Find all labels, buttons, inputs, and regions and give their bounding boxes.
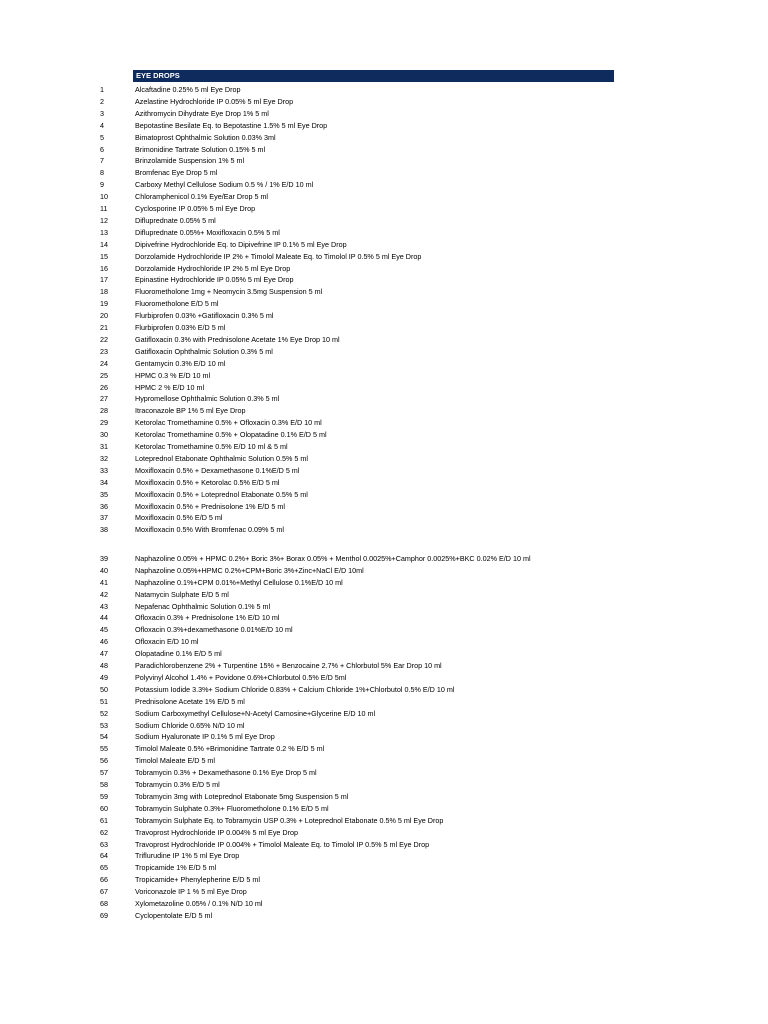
- item-number: 23: [100, 346, 108, 356]
- list-item: [0, 453, 768, 465]
- item-name: Itraconazole BP 1% 5 ml Eye Drop: [135, 406, 246, 416]
- list-item: [0, 696, 768, 708]
- item-name: Timolol Maleate 0.5% +Brimonidine Tartrate 0.2 % E/D 5 ml: [135, 744, 325, 754]
- list-item: [0, 382, 768, 394]
- list-item: [0, 720, 768, 732]
- item-name: Triflurudine IP 1% 5 ml Eye Drop: [135, 851, 240, 861]
- item-number: 49: [100, 672, 108, 682]
- item-name: Moxifloxacin 0.5% + Ketorolac 0.5% E/D 5 ml: [135, 477, 280, 487]
- item-number: 47: [100, 649, 108, 659]
- item-number: 28: [100, 406, 108, 416]
- item-name: Flurbiprofen 0.03% E/D 5 ml: [135, 323, 226, 332]
- item-number: 12: [100, 215, 108, 225]
- list-item: [0, 286, 768, 298]
- item-name: Difluprednate 0.05%+ Moxifloxacin 0.5% 5 ml: [135, 227, 280, 237]
- section-title: EYE DROPS: [136, 71, 180, 80]
- item-number: 9: [100, 180, 104, 190]
- list-item: [0, 827, 768, 839]
- list-item: [0, 274, 768, 286]
- item-name: Naphazoline 0.05%+HPMC 0.2%+CPM+Boric 3%+Zinc+NaCl E/D 10ml: [135, 565, 364, 575]
- list-item: [0, 155, 768, 167]
- list-item: [0, 370, 768, 382]
- item-name: Tropicamide+ Phenylepherine E/D 5 ml: [135, 875, 260, 885]
- item-name: Flurbiprofen 0.03% +Gatifloxacin 0.3% 5 ml: [135, 311, 274, 321]
- item-number: 64: [100, 851, 108, 861]
- list-item: [0, 565, 768, 577]
- item-name: Cyclopentolate E/D 5 ml: [135, 910, 213, 920]
- item-number: 46: [100, 637, 108, 647]
- item-number: 34: [100, 477, 108, 487]
- item-name: Gentamycin 0.3% E/D 10 ml: [135, 358, 226, 368]
- item-number: 13: [100, 227, 108, 237]
- list-item: [0, 910, 768, 922]
- list-item: [0, 874, 768, 886]
- item-name: Carboxy Methyl Cellulose Sodium 0.5 % / 1% E/D 10 ml: [135, 180, 314, 190]
- item-number: 8: [100, 168, 104, 178]
- item-name: Tobramycin 3mg with Loteprednol Etabonate 5mg Suspension 5 ml: [135, 791, 349, 801]
- item-name: Dorzolamide Hydrochloride IP 2% + Timolol Maleate Eq. to Timolol IP 0.5% 5 ml Eye Drop: [135, 251, 422, 261]
- item-number: 22: [100, 334, 108, 344]
- item-name: Paradichlorobenzene 2% + Turpentine 15% + Benzocaine 2.7% + Chlorbutol 5% Ear Drop 10 ml: [135, 661, 442, 670]
- item-name: Natamycin Sulphate E/D 5 ml: [135, 589, 229, 599]
- list-item: [0, 179, 768, 191]
- item-number: 42: [100, 589, 108, 599]
- item-name: Brimonidine Tartrate Solution 0.15% 5 ml: [135, 144, 266, 154]
- list-item: [0, 743, 768, 755]
- list-item: [0, 708, 768, 720]
- item-number: 63: [100, 839, 108, 849]
- item-number: 18: [100, 287, 108, 297]
- list-item: [0, 405, 768, 417]
- item-number: 36: [100, 501, 108, 511]
- list-item: [0, 358, 768, 370]
- item-number: 19: [100, 299, 108, 309]
- list-item: [0, 731, 768, 743]
- list-item: [0, 322, 768, 334]
- item-number: 56: [100, 756, 108, 766]
- item-number: 54: [100, 732, 108, 742]
- item-name: Travoprost Hydrochloride IP 0.004% + Timolol Maleate Eq. to Timolol IP 0.5% 5 ml Eye Drop: [135, 839, 430, 849]
- item-name: Naphazoline 0.05% + HPMC 0.2%+ Boric 3%+ Borax 0.05% + Menthol 0.0025%+Camphor 0.0025%+BKC 0.02% E/D 10 ml: [135, 553, 531, 563]
- item-name: Loteprednol Etabonate Ophthalmic Solution 0.5% 5 ml: [135, 453, 309, 463]
- item-name: Moxifloxacin 0.5% + Loteprednol Etabonate 0.5% 5 ml: [135, 489, 308, 499]
- item-name: Dipivefrine Hydrochloride Eq. to Dipivefrine IP 0.1% 5 ml Eye Drop: [135, 239, 347, 249]
- item-number: 16: [100, 263, 108, 273]
- item-name: Ketorolac Tromethamine 0.5% + Olopatadine 0.1% E/D 5 ml: [135, 430, 327, 440]
- item-number: 2: [100, 96, 104, 106]
- item-number: 10: [100, 192, 108, 202]
- item-number: 27: [100, 394, 108, 404]
- list-item: [0, 251, 768, 263]
- list-item: [0, 624, 768, 636]
- item-name: Voriconazole IP 1 % 5 ml Eye Drop: [135, 887, 247, 897]
- item-number: 53: [100, 720, 108, 730]
- item-number: 41: [100, 577, 108, 587]
- item-number: 24: [100, 358, 108, 368]
- item-number: 39: [100, 553, 108, 563]
- item-number: 30: [100, 430, 108, 440]
- item-number: 38: [100, 525, 108, 535]
- list-item: [0, 636, 768, 648]
- item-name: Tobramycin Sulphate 0.3%+ Fluorometholone 0.1% E/D 5 ml: [135, 803, 329, 813]
- item-number: 43: [100, 601, 108, 611]
- item-name: Azithromycin Dihydrate Eye Drop 1% 5 ml: [135, 108, 269, 118]
- item-name: Azelastine Hydrochloride IP 0.05% 5 ml Eye Drop: [135, 96, 294, 106]
- item-number: 6: [100, 144, 104, 154]
- list-item: [0, 850, 768, 862]
- item-name: Tobramycin Sulphate Eq. to Tobramycin USP 0.3% + Loteprednol Etabonate 0.5% 5 ml Eye Drop: [135, 815, 444, 825]
- item-name: Fluorometholone 1mg + Neomycin 3.5mg Suspension 5 ml: [135, 287, 323, 297]
- list-item: [0, 191, 768, 203]
- item-number: 4: [100, 120, 104, 130]
- item-name: Prednisolone Acetate 1% E/D 5 ml: [135, 696, 245, 706]
- item-name: Ofloxacin 0.3% + Prednisolone 1% E/D 10 ml: [135, 613, 280, 623]
- item-name: Bromfenac Eye Drop 5 ml: [135, 168, 218, 178]
- list-item: [0, 512, 768, 524]
- item-name: Gatifloxacin Ophthalmic Solution 0.3% 5 ml: [135, 346, 273, 356]
- item-name: Bepotastine Besilate Eq. to Bepotastine 1.5% 5 ml Eye Drop: [135, 120, 328, 130]
- item-name: HPMC 0.3 % E/D 10 ml: [135, 370, 211, 380]
- item-number: 51: [100, 696, 108, 706]
- item-number: 44: [100, 613, 108, 623]
- item-number: 20: [100, 311, 108, 321]
- item-name: Olopatadine 0.1% E/D 5 ml: [135, 649, 222, 659]
- item-number: 14: [100, 239, 108, 249]
- list-item: [0, 441, 768, 453]
- item-name: Moxifloxacin 0.5% With Bromfenac 0.09% 5 ml: [135, 525, 285, 535]
- list-item: [0, 767, 768, 779]
- item-name: Alcaftadine 0.25% 5 ml Eye Drop: [135, 85, 241, 94]
- list-item: [0, 239, 768, 251]
- list-item: [0, 144, 768, 156]
- list-item: [0, 839, 768, 851]
- item-number: 11: [100, 204, 108, 213]
- list-item: [0, 553, 768, 565]
- list-item: [0, 779, 768, 791]
- list-item: [0, 298, 768, 310]
- item-name: Ofloxacin 0.3%+dexamethasone 0.01%E/D 10 ml: [135, 625, 293, 635]
- item-number: 62: [100, 827, 108, 837]
- item-number: 60: [100, 803, 108, 813]
- list-item: [0, 334, 768, 346]
- list-item: [0, 489, 768, 501]
- item-name: Potassium Iodide 3.3%+ Sodium Chloride 0.83% + Calcium Chloride 1%+Chlorbutol 0.5% E/D 10 ml: [135, 684, 455, 694]
- item-number: 25: [100, 370, 108, 380]
- list-item: [0, 417, 768, 429]
- list-item: [0, 263, 768, 275]
- item-number: 66: [100, 875, 108, 885]
- item-number: 57: [100, 768, 108, 778]
- list-item: [0, 886, 768, 898]
- list-item: [0, 660, 768, 672]
- list-item: [0, 612, 768, 624]
- list-item: [0, 815, 768, 827]
- item-number: 69: [100, 910, 108, 920]
- list-item: [0, 648, 768, 660]
- item-number: 37: [100, 513, 108, 523]
- item-name: Timolol Maleate E/D 5 ml: [135, 756, 216, 766]
- list-item: [0, 465, 768, 477]
- item-name: Cyclosporine IP 0.05% 5 ml Eye Drop: [135, 204, 256, 213]
- item-name: Sodium Hyaluronate IP 0.1% 5 ml Eye Drop: [135, 732, 275, 742]
- item-name: Moxifloxacin 0.5% E/D 5 ml: [135, 513, 223, 523]
- list-item: [0, 589, 768, 601]
- item-number: 3: [100, 108, 104, 118]
- item-number: 45: [100, 625, 108, 635]
- list-item: [0, 601, 768, 613]
- list-item: [0, 477, 768, 489]
- item-number: 32: [100, 453, 108, 463]
- item-number: 5: [100, 132, 104, 142]
- item-name: Naphazoline 0.1%+CPM 0.01%+Methyl Cellulose 0.1%E/D 10 ml: [135, 577, 343, 587]
- list-item: [0, 429, 768, 441]
- item-number: 33: [100, 465, 108, 475]
- list-item: [0, 577, 768, 589]
- list-item: [0, 96, 768, 108]
- list-item: [0, 862, 768, 874]
- list-item: [0, 167, 768, 179]
- item-number: 15: [100, 251, 108, 261]
- item-name: Fluorometholone E/D 5 ml: [135, 299, 219, 309]
- item-number: 48: [100, 661, 108, 670]
- item-number: 61: [100, 815, 108, 825]
- item-name: Nepafenac Ophthalmic Solution 0.1% 5 ml: [135, 601, 271, 611]
- item-name: Xylometazoline 0.05% / 0.1% N/D 10 ml: [135, 899, 263, 908]
- item-name: Polyvinyl Alcohol 1.4% + Povidone 0.6%+Chlorbutol 0.5% E/D 5ml: [135, 672, 347, 682]
- list-item: [0, 346, 768, 358]
- item-number: 67: [100, 887, 108, 897]
- item-name: Moxifloxacin 0.5% + Prednisolone 1% E/D 5 ml: [135, 501, 286, 511]
- item-number: 50: [100, 684, 108, 694]
- item-number: 35: [100, 489, 108, 499]
- list-item: [0, 501, 768, 513]
- item-name: Chloramphenicol 0.1% Eye/Ear Drop 5 ml: [135, 192, 269, 202]
- item-name: Ketorolac Tromethamine 0.5% E/D 10 ml & 5 ml: [135, 442, 288, 451]
- list-item: [0, 755, 768, 767]
- list-item: [0, 227, 768, 239]
- item-number: 26: [100, 382, 108, 392]
- item-name: Travoprost Hydrochloride IP 0.004% 5 ml Eye Drop: [135, 827, 298, 837]
- item-name: Hypromellose Ophthalmic Solution 0.3% 5 ml: [135, 394, 280, 404]
- item-name: Dorzolamide Hydrochloride IP 2% 5 ml Eye Drop: [135, 263, 291, 273]
- list-item: [0, 803, 768, 815]
- item-number: 52: [100, 708, 108, 718]
- item-number: 58: [100, 780, 108, 789]
- item-number: 40: [100, 565, 108, 575]
- item-number: 21: [100, 323, 108, 332]
- item-number: 29: [100, 418, 108, 428]
- item-number: 68: [100, 899, 108, 908]
- list-item: [0, 120, 768, 132]
- item-name: Epinastine Hydrochloride IP 0.05% 5 ml Eye Drop: [135, 275, 294, 285]
- item-name: Brinzolamide Suspension 1% 5 ml: [135, 156, 245, 166]
- item-name: Tobramycin 0.3% E/D 5 ml: [135, 780, 220, 789]
- list-item: [0, 524, 768, 536]
- list-item: [0, 310, 768, 322]
- item-name: Sodium Carboxymethyl Cellulose+N-Acetyl Carnosine+Glycerine E/D 10 ml: [135, 708, 376, 718]
- list-item: [0, 393, 768, 405]
- list-item: [0, 132, 768, 144]
- item-number: 31: [100, 442, 108, 451]
- item-number: 55: [100, 744, 108, 754]
- item-number: 17: [100, 275, 108, 285]
- item-name: Sodium Chloride 0.65% N/D 10 ml: [135, 720, 245, 730]
- list-item: [0, 215, 768, 227]
- item-name: HPMC 2 % E/D 10 ml: [135, 382, 205, 392]
- item-name: Bimatoprost Ophthalmic Solution 0.03% 3ml: [135, 132, 276, 142]
- item-name: Moxifloxacin 0.5% + Dexamethasone 0.1%E/D 5 ml: [135, 465, 300, 475]
- list-item: [0, 84, 768, 96]
- list-item: [0, 898, 768, 910]
- item-name: Tobramycin 0.3% + Dexamethasone 0.1% Eye Drop 5 ml: [135, 768, 317, 778]
- item-number: 1: [100, 85, 104, 94]
- item-name: Tropicamide 1% E/D 5 ml: [135, 863, 217, 873]
- list-item: [0, 791, 768, 803]
- item-name: Ofloxacin E/D 10 ml: [135, 637, 199, 647]
- section-header-bar: [133, 70, 614, 82]
- item-name: Ketorolac Tromethamine 0.5% + Ofloxacin 0.3% E/D 10 ml: [135, 418, 322, 428]
- item-name: Difluprednate 0.05% 5 ml: [135, 215, 216, 225]
- item-number: 7: [100, 156, 104, 166]
- item-number: 65: [100, 863, 108, 873]
- item-name: Gatifloxacin 0.3% with Prednisolone Acetate 1% Eye Drop 10 ml: [135, 334, 340, 344]
- list-item: [0, 684, 768, 696]
- list-item: [0, 108, 768, 120]
- list-item: [0, 203, 768, 215]
- item-number: 59: [100, 791, 108, 801]
- list-item: [0, 672, 768, 684]
